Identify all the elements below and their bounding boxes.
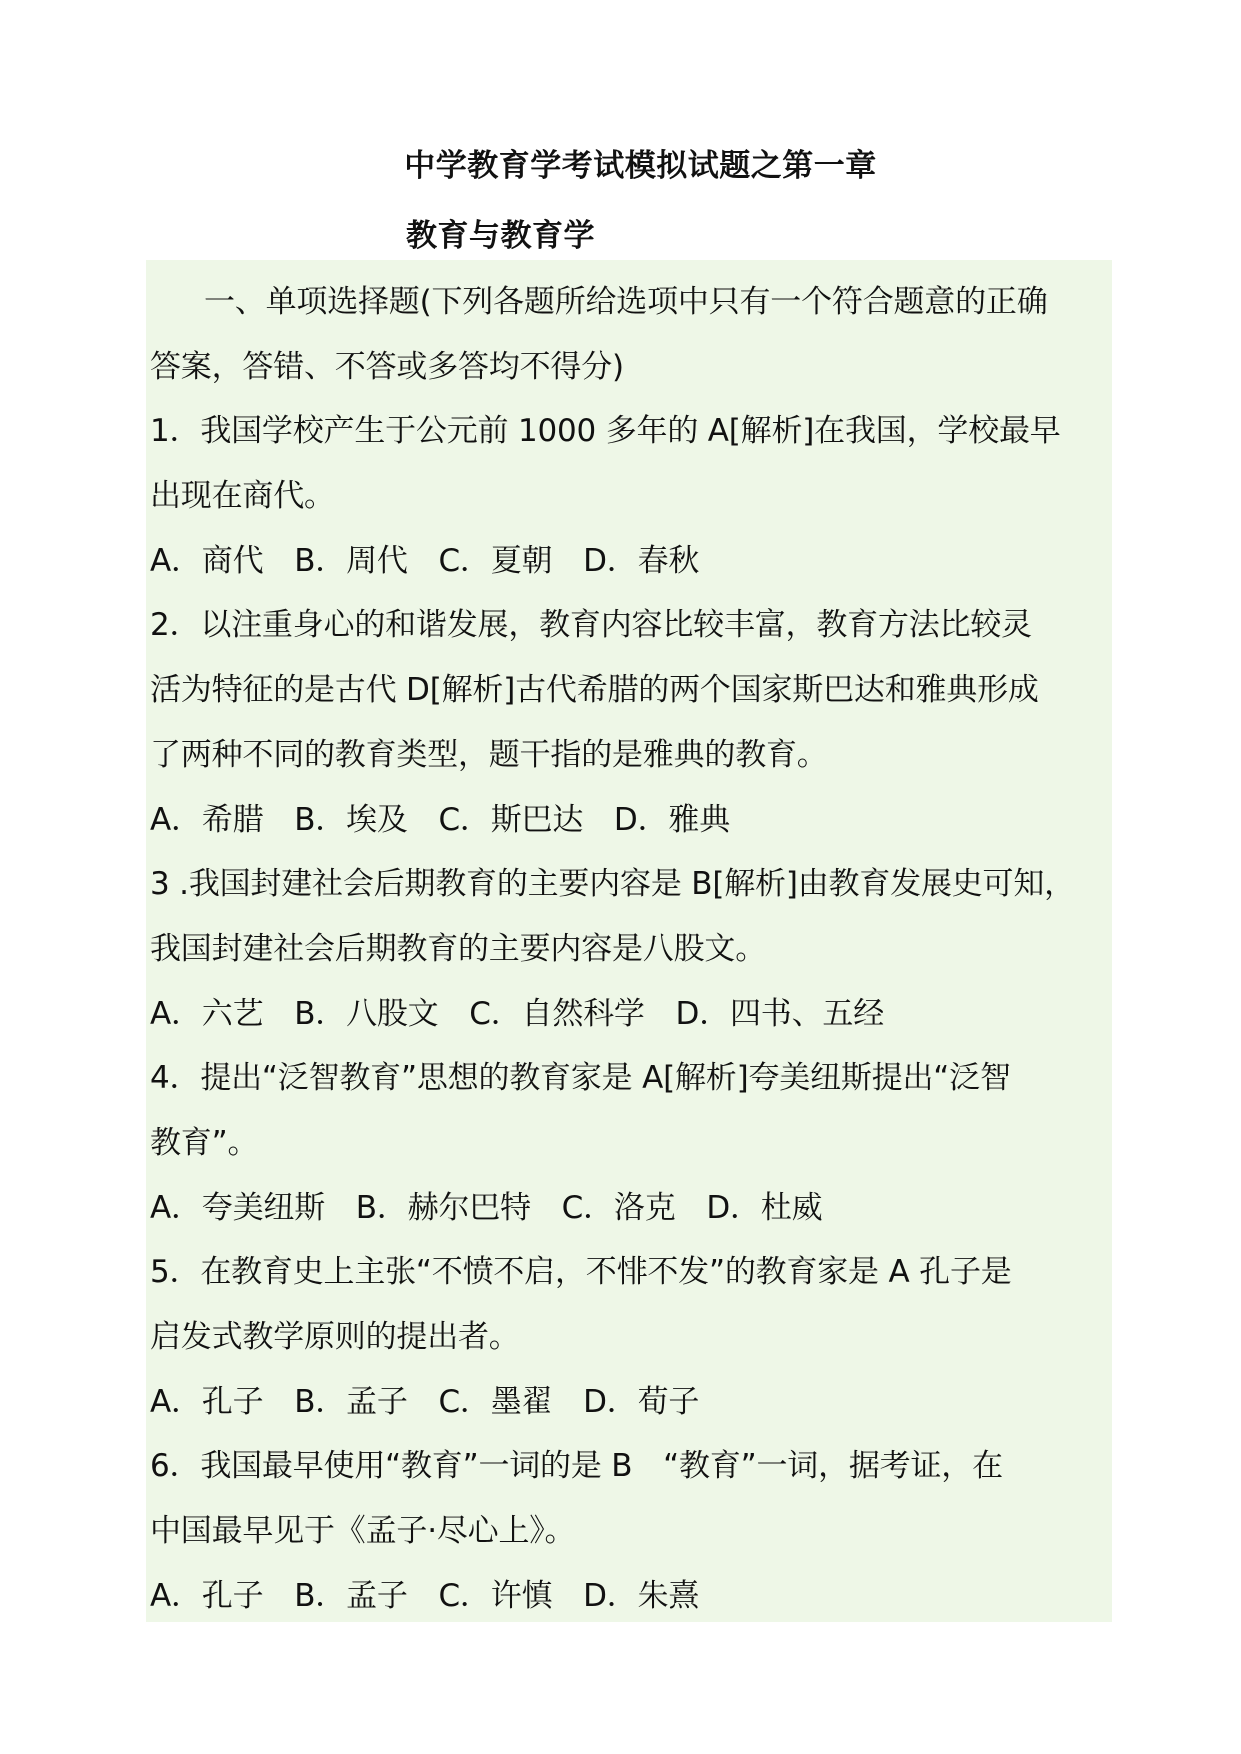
question-section [146,260,1112,1622]
question-6: 6．我国最早使用“教育”一词的是 B “教育”一词，据考证，在 [150,1448,1003,1485]
question-1-options: A．商代 B．周代 C．夏朝 D．春秋 [150,542,700,579]
question-2-cont: 活为特征的是古代 D[解析]古代希腊的两个国家斯巴达和雅典形成 [150,672,1039,709]
document-title: 中学教育学考试模拟试题之第一章 [404,148,877,184]
document-subtitle: 教育与教育学 [406,218,595,254]
question-5-cont: 启发式教学原则的提出者。 [150,1319,520,1355]
question-2-options: A．希腊 B．埃及 C．斯巴达 D．雅典 [150,801,730,838]
question-2-cont: 了两种不同的教育类型，题干指的是雅典的教育。 [150,736,828,773]
question-2: 2．以注重身心的和谐发展，教育内容比较丰富，教育方法比较灵 [150,607,1032,644]
question-3: 3 .我国封建社会后期教育的主要内容是 B[解析]由教育发展史可知， [150,866,1075,903]
question-4: 4．提出“泛智教育”思想的教育家是 A[解析]夸美纽斯提出“泛智 [150,1060,1011,1097]
question-5: 5．在教育史上主张“不愤不启，不悱不发”的教育家是 A 孔子是 [150,1254,1012,1291]
question-3-options: A．六艺 B．八股文 C．自然科学 D．四书、五经 [150,995,884,1032]
question-4-cont: 教育”。 [150,1124,259,1161]
question-5-options: A．孔子 B．孟子 C．墨翟 D．荀子 [150,1383,700,1420]
question-1: 1．我国学校产生于公元前 1000 多年的 A[解析]在我国，学校最早 [150,413,1061,450]
question-6-options: A．孔子 B．孟子 C．许慎 D．朱熹 [150,1577,700,1614]
section-heading-cont: 答案，答错、不答或多答均不得分) [150,348,624,385]
question-4-options: A．夸美纽斯 B．赫尔巴特 C．洛克 D．杜威 [150,1189,823,1226]
question-3-cont: 我国封建社会后期教育的主要内容是八股文。 [150,930,766,967]
question-6-cont: 中国最早见于《孟子·尽心上》。 [150,1513,576,1550]
section-heading: 一、单项选择题(下列各题所给选项中只有一个符合题意的正确 [204,284,1048,320]
question-1-cont: 出现在商代。 [150,478,335,515]
